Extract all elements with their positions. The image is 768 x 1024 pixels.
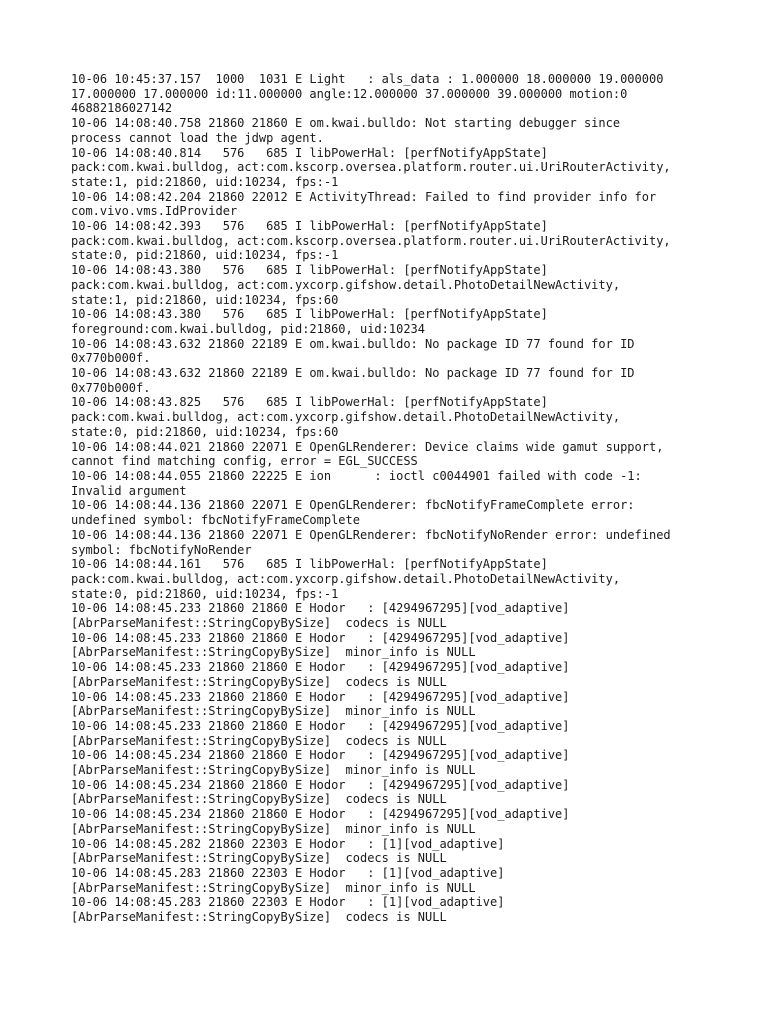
log-line: [AbrParseManifest::StringCopyBySize] minor_info is NULL (71, 645, 476, 660)
log-line: 17.000000 17.000000 id:11.000000 angle:12.000000 37.000000 39.000000 motion:0 (71, 86, 628, 101)
log-line: 10-06 14:08:42.204 21860 22012 E ActivityThread: Failed to find provider info for (71, 189, 657, 204)
log-line: cannot find matching config, error = EGL_SUCCESS (71, 454, 418, 469)
log-line: 10-06 14:08:45.233 21860 21860 E Hodor : [4294967295][vod_adaptive] (71, 660, 570, 675)
log-line: state:1, pid:21860, uid:10234, fps:60 (71, 292, 339, 307)
log-line: 0x770b000f. (71, 380, 151, 395)
log-line: [AbrParseManifest::StringCopyBySize] codecs is NULL (71, 674, 447, 689)
log-line: pack:com.kwai.bulldog, act:com.yxcorp.gifshow.detail.PhotoDetailNewActivity, (71, 410, 621, 425)
log-line: 10-06 14:08:43.380 576 685 I libPowerHal: [perfNotifyAppState] (71, 307, 548, 322)
log-line: 46882186027142 (71, 101, 173, 116)
log-line: undefined symbol: fbcNotifyFrameComplete (71, 513, 360, 528)
log-line: 10-06 14:08:43.632 21860 22189 E om.kwai.bulldo: No package ID 77 found for ID (71, 366, 635, 381)
log-line: 10-06 14:08:44.161 576 685 I libPowerHal: [perfNotifyAppState] (71, 557, 548, 572)
log-line: state:0, pid:21860, uid:10234, fps:-1 (71, 586, 339, 601)
log-line: 10-06 14:08:45.233 21860 21860 E Hodor : [4294967295][vod_adaptive] (71, 630, 570, 645)
log-line: 10-06 14:08:45.233 21860 21860 E Hodor : [4294967295][vod_adaptive] (71, 601, 570, 616)
log-line: 10-06 14:08:43.632 21860 22189 E om.kwai.bulldo: No package ID 77 found for ID (71, 336, 635, 351)
log-line: pack:com.kwai.bulldog, act:com.yxcorp.gifshow.detail.PhotoDetailNewActivity, (71, 277, 621, 292)
log-line: 10-06 14:08:45.283 21860 22303 E Hodor : [1][vod_adaptive] (71, 895, 505, 910)
log-line: Invalid argument (71, 483, 187, 498)
log-line: [AbrParseManifest::StringCopyBySize] minor_info is NULL (71, 821, 476, 836)
log-line: 10-06 14:08:44.136 21860 22071 E OpenGLRenderer: fbcNotifyFrameComplete error: (71, 498, 635, 513)
log-line: [AbrParseManifest::StringCopyBySize] minor_info is NULL (71, 763, 476, 778)
log-line: 0x770b000f. (71, 351, 151, 366)
log-line: 10-06 14:08:45.283 21860 22303 E Hodor : [1][vod_adaptive] (71, 865, 505, 880)
log-line: 10-06 14:08:42.393 576 685 I libPowerHal: [perfNotifyAppState] (71, 219, 548, 234)
log-line: foreground:com.kwai.bulldog, pid:21860, uid:10234 (71, 321, 426, 336)
log-line: [AbrParseManifest::StringCopyBySize] codecs is NULL (71, 616, 447, 631)
log-line: state:1, pid:21860, uid:10234, fps:-1 (71, 174, 339, 189)
log-line: [AbrParseManifest::StringCopyBySize] minor_info is NULL (71, 880, 476, 895)
log-line: 10-06 14:08:45.233 21860 21860 E Hodor : [4294967295][vod_adaptive] (71, 718, 570, 733)
log-line: [AbrParseManifest::StringCopyBySize] codecs is NULL (71, 910, 447, 925)
log-line: [AbrParseManifest::StringCopyBySize] minor_info is NULL (71, 704, 476, 719)
log-line: 10-06 14:08:45.282 21860 22303 E Hodor : [1][vod_adaptive] (71, 836, 505, 851)
log-line: process cannot load the jdwp agent. (71, 130, 324, 145)
log-line: 10-06 14:08:44.055 21860 22225 E ion : ioctl c0044901 failed with code -1: (71, 468, 642, 483)
log-line: [AbrParseManifest::StringCopyBySize] codecs is NULL (71, 851, 447, 866)
log-line: 10-06 14:08:40.814 576 685 I libPowerHal: [perfNotifyAppState] (71, 145, 548, 160)
log-line: 10-06 14:08:43.380 576 685 I libPowerHal: [perfNotifyAppState] (71, 263, 548, 278)
log-document (71, 72, 731, 925)
log-line: 10-06 14:08:43.825 576 685 I libPowerHal: [perfNotifyAppState] (71, 395, 548, 410)
log-line: pack:com.kwai.bulldog, act:com.kscorp.oversea.platform.router.ui.UriRouterActivity, (71, 160, 671, 175)
log-line: 10-06 14:08:45.233 21860 21860 E Hodor : [4294967295][vod_adaptive] (71, 689, 570, 704)
log-line: 10-06 14:08:44.136 21860 22071 E OpenGLRenderer: fbcNotifyNoRender error: undefined (71, 527, 671, 542)
log-line: com.vivo.vms.IdProvider (71, 204, 238, 219)
log-line: 10-06 14:08:45.234 21860 21860 E Hodor : [4294967295][vod_adaptive] (71, 748, 570, 763)
log-line: state:0, pid:21860, uid:10234, fps:60 (71, 424, 339, 439)
log-line: pack:com.kwai.bulldog, act:com.yxcorp.gifshow.detail.PhotoDetailNewActivity, (71, 571, 621, 586)
log-line: pack:com.kwai.bulldog, act:com.kscorp.oversea.platform.router.ui.UriRouterActivity, (71, 233, 671, 248)
log-line: state:0, pid:21860, uid:10234, fps:-1 (71, 248, 339, 263)
log-line: 10-06 10:45:37.157 1000 1031 E Light : als_data : 1.000000 18.000000 19.000000 (71, 72, 664, 86)
log-line: 10-06 14:08:45.234 21860 21860 E Hodor : [4294967295][vod_adaptive] (71, 777, 570, 792)
log-line: 10-06 14:08:40.758 21860 21860 E om.kwai.bulldo: Not starting debugger since (71, 116, 621, 131)
log-line: 10-06 14:08:44.021 21860 22071 E OpenGLRenderer: Device claims wide gamut support, (71, 439, 664, 454)
log-line: [AbrParseManifest::StringCopyBySize] codecs is NULL (71, 733, 447, 748)
log-line: 10-06 14:08:45.234 21860 21860 E Hodor : [4294967295][vod_adaptive] (71, 807, 570, 822)
log-line: symbol: fbcNotifyNoRender (71, 542, 252, 557)
log-line: [AbrParseManifest::StringCopyBySize] codecs is NULL (71, 792, 447, 807)
